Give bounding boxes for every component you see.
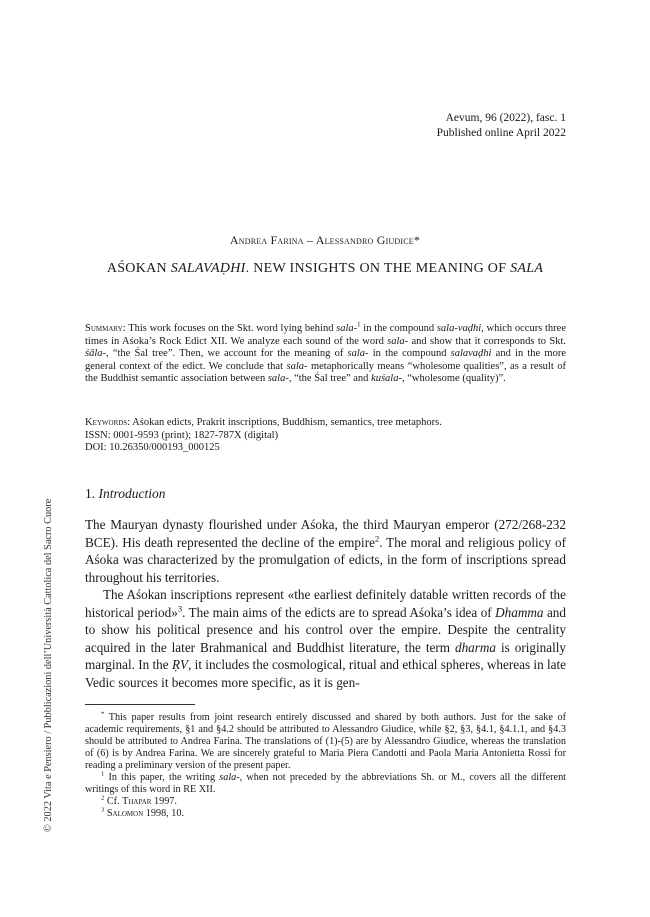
doi-line[interactable]: DOI: 10.26350/000193_000125: [85, 442, 220, 454]
authors-line: Andrea Farina – Alessandro Giudice*: [229, 233, 421, 247]
paragraph: The Aśokan inscriptions represent «the earliest definitely datable written records of the historical period»$^3$. The main aims of the edicts are to spread Aśoka’s idea of Dhamma and to show his political presence and his control over the empire. Despite the centrality acquired in the later Brahmanical and Buddhist literature, the term dharma is originally marginal. In the ṚV, it includes the cosmological, ritual and ethical spheres, whereas in late Vedic sources it becomes more specific, as it is gen-: [85, 587, 567, 690]
issn-line: ISSN: 0001-9593 (print); 1827-787X (digital): [85, 429, 279, 441]
footnote-ref: 2: [374, 533, 380, 544]
footnote: $^2$ Cf. Thapar 1997.: [101, 794, 177, 807]
keywords-label: Keywords:: [85, 417, 131, 428]
footnote-rule: [85, 704, 195, 705]
paragraph: The Mauryan dynasty flourished under Aśoka, the third Mauryan emperor (272/268-232 BCE). His death represented the decline of the empire$^2$. The moral and religious policy of Aśoka was characterized by the promulgation of edicts, in the form of inscriptions spread throughout his territories.: [85, 517, 566, 585]
footnote-ref: 3: [177, 603, 183, 614]
footnote-ref: 1: [357, 321, 361, 329]
footnote: $^1$ In this paper, the writing sala-, when not preceded by the abbreviations Sh. or M., covers all the different writings of this word in RE XII.: [85, 770, 566, 795]
journal-line: Aevum, 96 (2022), fasc. 1: [445, 112, 566, 124]
online-date: Published online April 2022: [436, 127, 566, 139]
section-heading: 1. Introduction: [85, 486, 166, 501]
keywords-block: [85, 417, 566, 455]
body-text: [85, 516, 566, 691]
publication-info: [437, 111, 566, 141]
keywords-line: Keywords: Aśokan edicts, Prakrit inscriptions, Buddhism, semantics, tree metaphors.: [85, 417, 442, 428]
paper-title: AŚOKAN SALAVAḌHI. NEW INSIGHTS ON THE MEANING OF SALA: [106, 261, 544, 276]
footnote: * This paper results from joint research entirely discussed and shared by both authors. Just for the sake of academic requirements, §1 and §4.2 should be attributed to Alessandro Giudice, while §2, §3, §4.1, §4.1.1, and §4.3 should be attributed to Andrea Farina. The translations of (1)-(5) are by Alessandro Giudice, whereas the translation of (6) is by Andrea Farina. We are sincerely grateful to Maria Piera Candotti and Paola Maria Antonietta Rossi for reading a preliminary version of the present paper.: [85, 710, 566, 771]
footnote: $^3$ Salomon 1998, 10.: [101, 806, 184, 819]
copyright-sidebar: © 2022 Vita e Pensiero / Pubblicazioni dell’Università Cattolica del Sacro Cuore: [43, 498, 54, 832]
author-footnote-mark: *: [413, 233, 421, 247]
abstract: Summary: This work focuses on the Skt. word lying behind sala-$^1$ in the compound sala-vaḍhi, which occurs three times in Aśoka’s Rock Edict XII. We analyze each sound of the word sala- and show that it corresponds to Skt. śāla-, “the Śal tree”. Then, we account for the meaning of sala- in the compound salavaḍhi and in the more general context of the edict. We conclude that sala- metaphorically means “wholesome qualities”, as a result of the Buddhist semantic association between sala-, “the Śal tree” and kuśala-, “wholesome (quality)”.: [85, 321, 566, 385]
footnotes: [85, 712, 566, 820]
abstract-label: Summary:: [85, 323, 126, 334]
